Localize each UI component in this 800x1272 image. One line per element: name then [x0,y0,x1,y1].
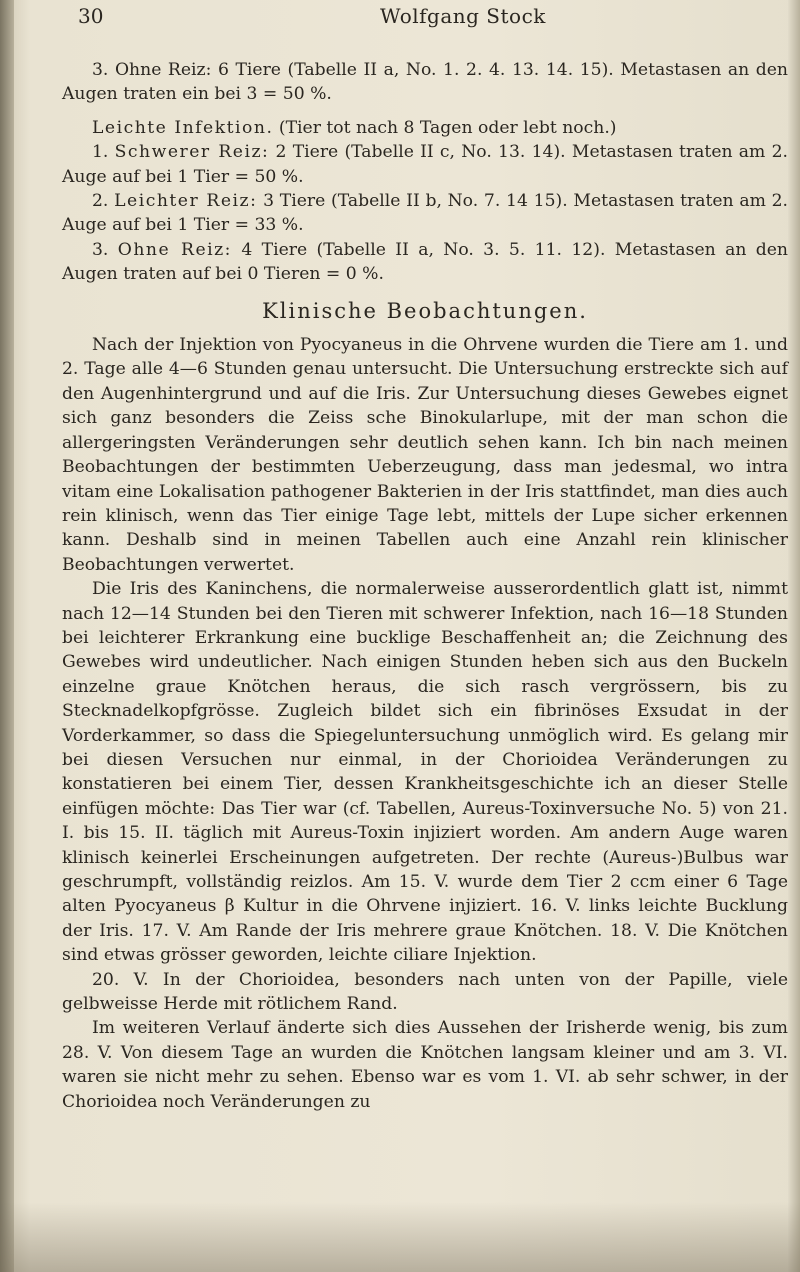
list-number: 1. [92,142,115,163]
page-bottom-shadow [0,1202,800,1272]
paragraph [62,238,788,287]
section-heading: Klinische Beobachtungen. [262,298,588,323]
paragraph: Die Iris des Kaninchens, die normalerweise ausserordentlich glatt ist, nimmt nach 12—14 Stunden bei den Tieren mit schwerer Infektion, nach 16—18 Stunden bei leichterer Erkrankung eine bucklige Beschaffenheit an; die Zeichnung des Gewebes wird undeutlicher. Nach einigen Stunden heben sich aus den Buckeln einzelne graue Knötchen heraus, die sich rasch vergrössern, bis zu Stecknadelkopfgrösse. Zugleich bildet sich ein fibrinöses Exsudat in der Vorderkammer, so dass die Spiegeluntersuchung unmöglich wird. Es gelang mir bei diesen Versuchen nur einmal, in der Chorioidea Veränderungen zu konstatieren bei einem Tier, dessen Krankheitsgeschichte ich an dieser Stelle einfügen möchte: Das Tier war (cf. Tabellen, Aureus-Toxinversuche No. 5) von 21. I. bis 15. II. täglich mit Aureus-Toxin injiziert worden. Am andern Auge waren klinisch keinerlei Erscheinungen aufgetreten. Der rechte (Aureus-)Bulbus war geschrumpft, vollständig reizlos. Am 15. V. wurde dem Tier 2 ccm einer 6 Tage alten Pyocyaneus β Kultur in die Ohrvene injiziert. 16. V. links leichte Bucklung der Iris. 17. V. Am Rande der Iris mehrere graue Knötchen. 18. V. Die Knötchen sind etwas grösser geworden, leichte ciliare Injektion. [62,579,788,966]
paragraph-text: (Tier tot nach 8 Tagen oder lebt noch.) [273,117,617,138]
paragraph [62,58,788,107]
paragraph-text: 3 Tiere (Tabelle II b, No. 7. 14 15). Metastasen traten am 2. Auge auf bei 1 Tier = 33 %. [62,191,788,236]
paragraph-text: 3. Ohne Reiz: 6 Tiere (Tabelle II a, No. 1. 2. 4. 13. 14. 15). Metastasen an den Augen traten ein bei 3 = 50 %. [62,60,788,105]
book-spine-shadow [0,0,14,1272]
spaced-heading: Ohne Reiz: [117,239,232,260]
spaced-heading: Leichter Reiz: [114,191,258,212]
page-header [70,2,770,42]
paragraph-text: 2 Tiere (Tabelle II c, No. 13. 14). Metastasen traten am 2. Auge auf bei 1 Tier = 50 %. [62,142,788,187]
paragraph [62,116,788,140]
paragraph [62,189,788,238]
page-number: 30 [78,4,104,28]
list-number: 2. [92,191,115,212]
spaced-heading: Schwerer Reiz: [114,142,270,163]
list-number: 3. [92,239,118,260]
page-edge [788,0,800,1272]
paragraph-text: 4 Tiere (Tabelle II a, No. 3. 5. 11. 12). Metastasen an den Augen traten auf bei 0 Tieren = 0 %. [62,239,788,285]
paragraph: 20. V. In der Chorioidea, besonders nach unten von der Papille, viele gelbweisse Herde mit rötlichem Rand. [62,969,788,1015]
running-head: Wolfgang Stock [380,4,546,28]
paragraph: Im weiteren Verlauf änderte sich dies Aussehen der Irisherde wenig, bis zum 28. V. Von diesem Tage an wurden die Knötchen langsam kleiner und am 3. VI. waren sie nicht mehr zu sehen. Ebenso war es vom 1. VI. ab sehr schwer, in der Chorioidea noch Veränderungen zu [62,1018,788,1112]
body-text [62,58,788,1114]
paragraph: Nach der Injektion von Pyocyaneus in die Ohrvene wurden die Tiere am 1. und 2. Tage alle 4—6 Stunden genau untersucht. Die Untersuchung erstreckte sich auf den Augenhintergrund und auf die Iris. Zur Untersuchung dieses Gewebes eignet sich ganz besonders die Zeiss sche Binokularlupe, mit der man schon die allergeringsten Veränderungen sehr deutlich sehen kann. Ich bin nach meinen Beobachtungen der bestimmten Ueberzeugung, dass man jedesmal, wo intra vitam eine Lokalisation pathogener Bakterien in der Iris stattfindet, man dies auch rein klinisch, wenn das Tier einige Tage lebt, mittels der Lupe sicher erkennen kann. Deshalb sind in meinen Tabellen auch eine Anzahl rein klinischer Beobachtungen verwertet. [62,335,788,575]
paragraph [62,140,788,189]
spaced-heading: Leichte Infektion. [92,117,274,138]
